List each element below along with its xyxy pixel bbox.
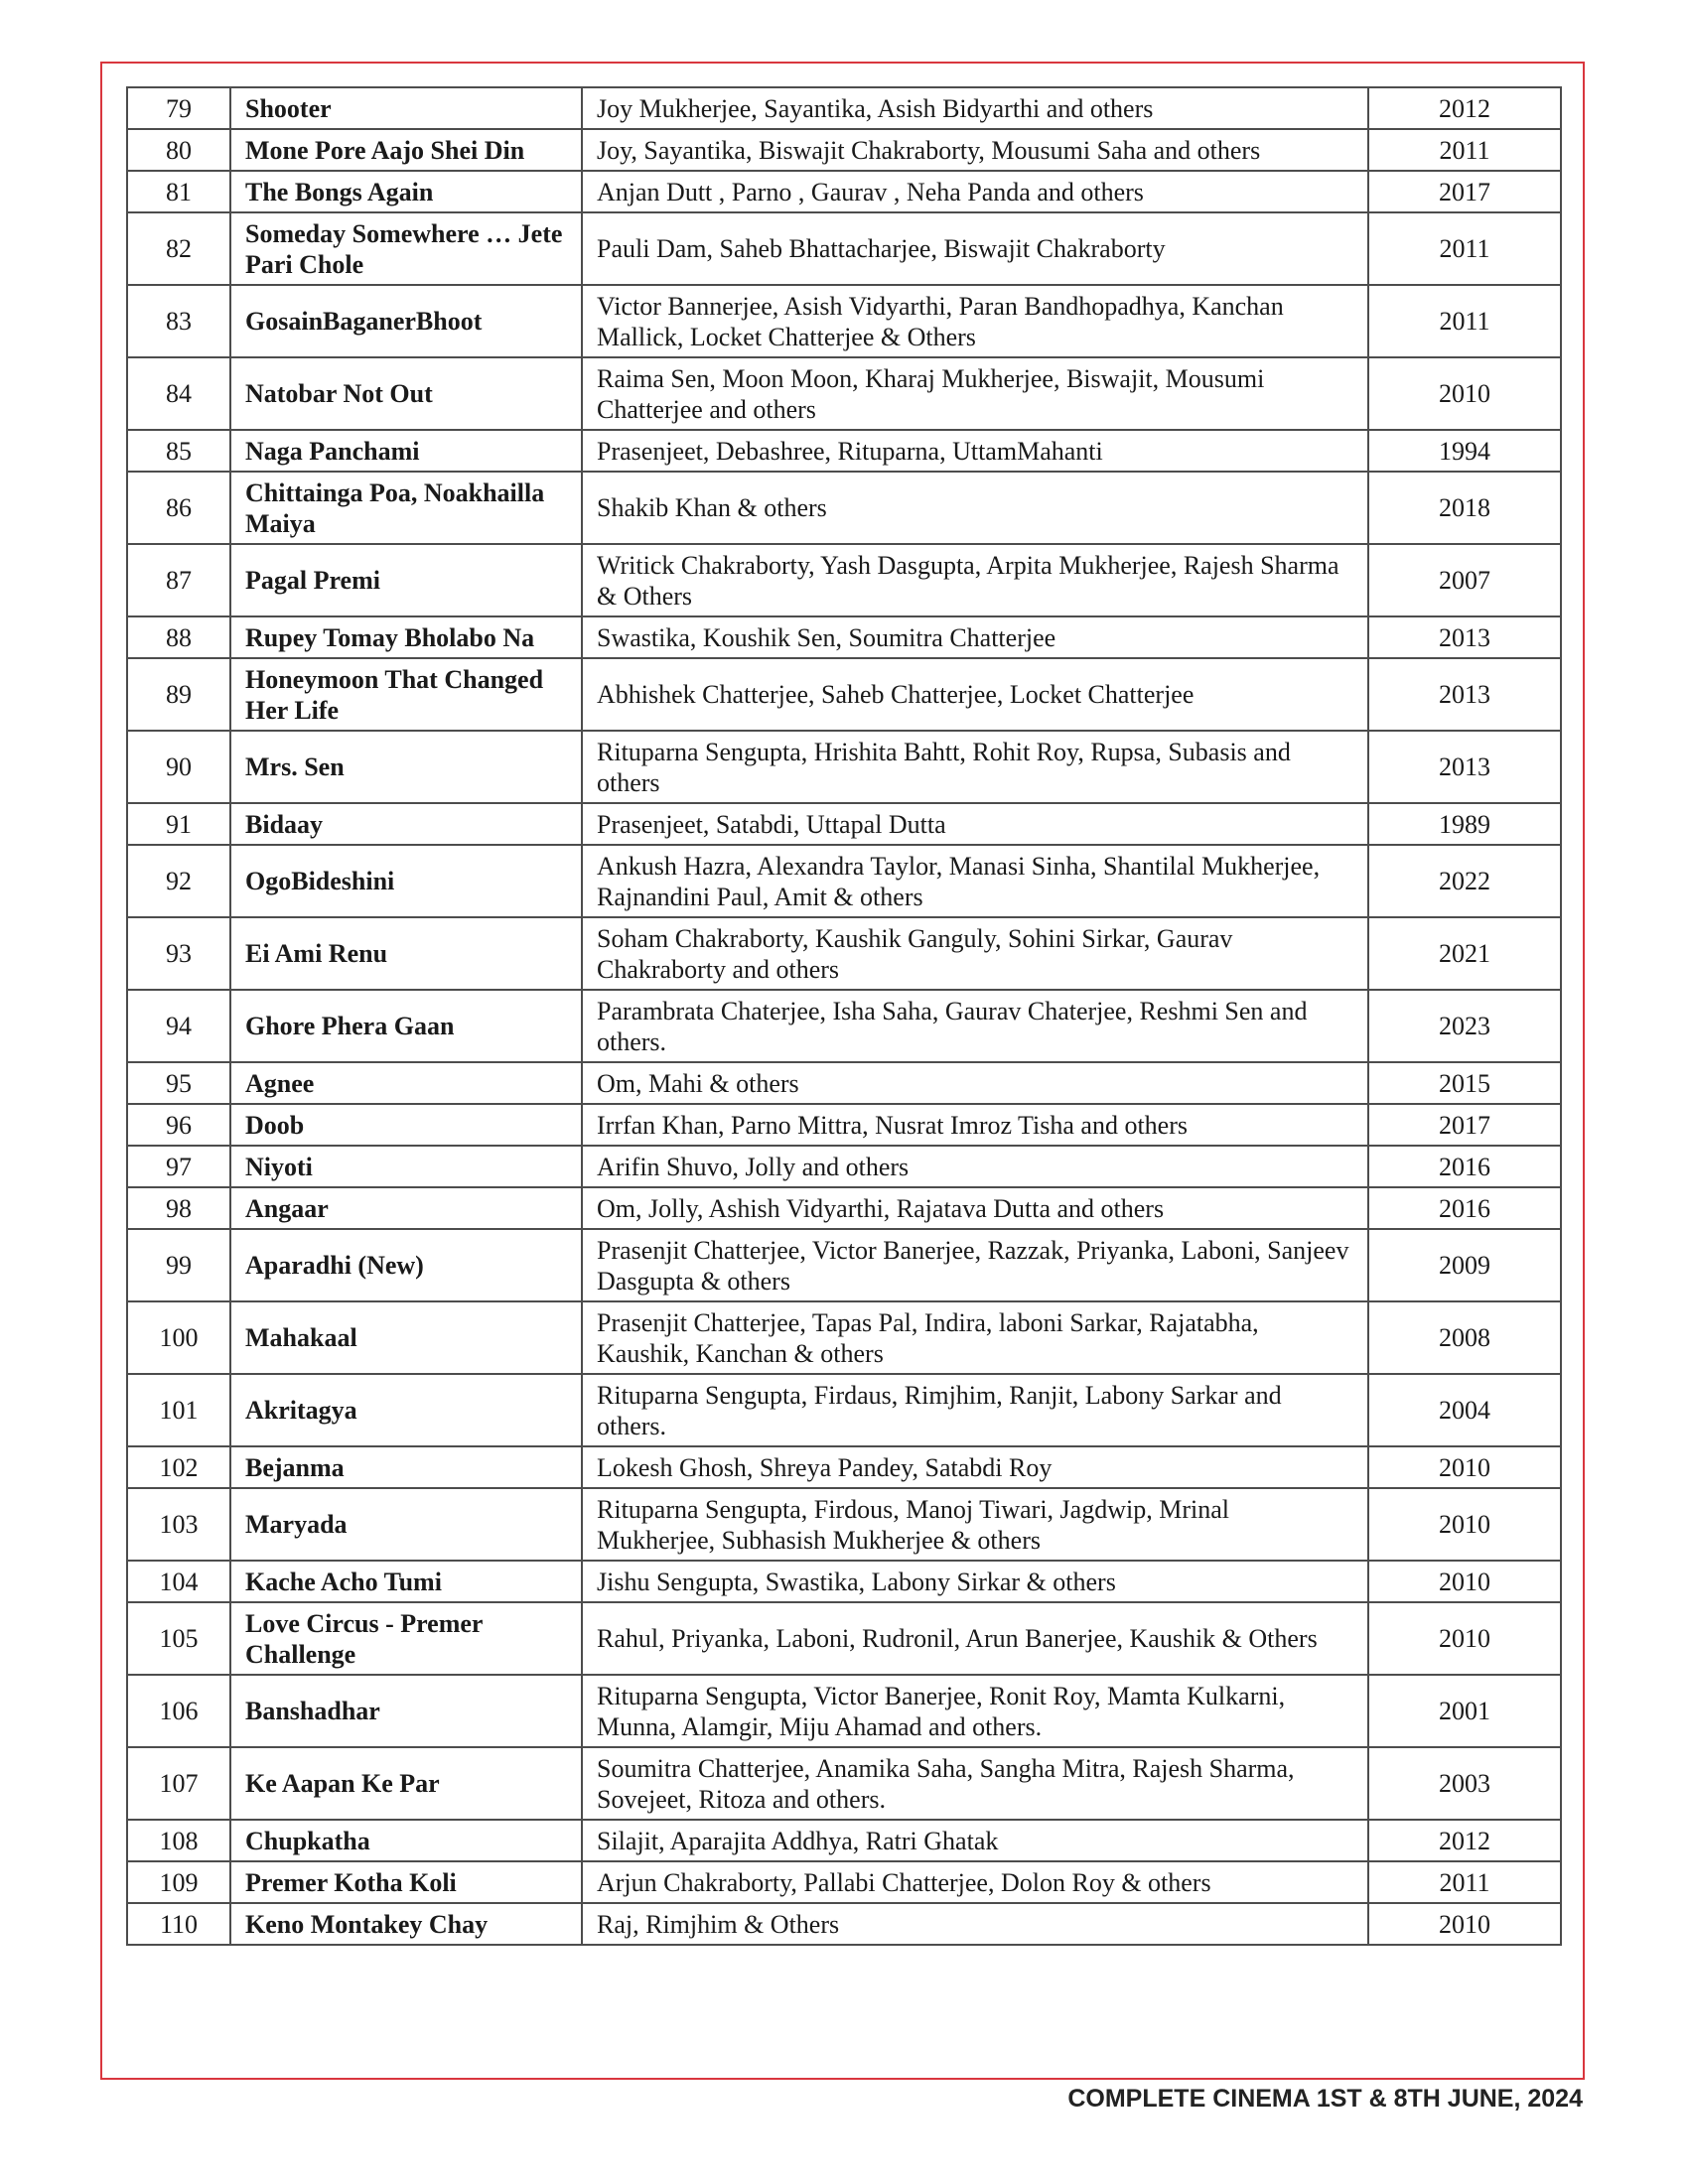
serial-number-cell: 92 — [127, 845, 230, 917]
table-row — [127, 917, 1561, 990]
film-list-table — [126, 86, 1562, 1946]
release-year-cell: 2022 — [1368, 845, 1561, 917]
cast-cell: Raima Sen, Moon Moon, Kharaj Mukherjee, Biswajit, Mousumi Chatterjee and others — [582, 357, 1368, 430]
release-year-cell: 2010 — [1368, 1602, 1561, 1675]
serial-number-cell: 82 — [127, 212, 230, 285]
release-year-cell: 2017 — [1368, 171, 1561, 212]
release-year-cell: 2001 — [1368, 1675, 1561, 1747]
film-title-cell: Naga Panchami — [230, 430, 582, 472]
table-row — [127, 1062, 1561, 1104]
release-year-cell: 2016 — [1368, 1146, 1561, 1187]
film-title-cell: Ei Ami Renu — [230, 917, 582, 990]
table-row — [127, 1374, 1561, 1446]
table-row — [127, 1446, 1561, 1488]
table-row — [127, 1301, 1561, 1374]
serial-number-cell: 107 — [127, 1747, 230, 1820]
table-row — [127, 212, 1561, 285]
serial-number-cell: 85 — [127, 430, 230, 472]
serial-number-cell: 86 — [127, 472, 230, 544]
cast-cell: Soumitra Chatterjee, Anamika Saha, Sangha Mitra, Rajesh Sharma, Sovejeet, Ritoza and others. — [582, 1747, 1368, 1820]
film-title-cell: Mahakaal — [230, 1301, 582, 1374]
table-row — [127, 845, 1561, 917]
table-row — [127, 430, 1561, 472]
release-year-cell: 2009 — [1368, 1229, 1561, 1301]
serial-number-cell: 102 — [127, 1446, 230, 1488]
release-year-cell: 2010 — [1368, 1446, 1561, 1488]
film-title-cell: Agnee — [230, 1062, 582, 1104]
cast-cell: Irrfan Khan, Parno Mittra, Nusrat Imroz Tisha and others — [582, 1104, 1368, 1146]
release-year-cell: 2013 — [1368, 731, 1561, 803]
serial-number-cell: 98 — [127, 1187, 230, 1229]
cast-cell: Prasenjit Chatterjee, Victor Banerjee, Razzak, Priyanka, Laboni, Sanjeev Dasgupta & others — [582, 1229, 1368, 1301]
serial-number-cell: 101 — [127, 1374, 230, 1446]
serial-number-cell: 100 — [127, 1301, 230, 1374]
release-year-cell: 2003 — [1368, 1747, 1561, 1820]
cast-cell: Prasenjeet, Debashree, Rituparna, UttamMahanti — [582, 430, 1368, 472]
serial-number-cell: 80 — [127, 129, 230, 171]
film-title-cell: Doob — [230, 1104, 582, 1146]
table-row — [127, 285, 1561, 357]
film-title-cell: Ke Aapan Ke Par — [230, 1747, 582, 1820]
film-title-cell: Premer Kotha Koli — [230, 1861, 582, 1903]
release-year-cell: 2012 — [1368, 1820, 1561, 1861]
serial-number-cell: 110 — [127, 1903, 230, 1945]
cast-cell: Victor Bannerjee, Asish Vidyarthi, Paran Bandhopadhya, Kanchan Mallick, Locket Chatterjee & Others — [582, 285, 1368, 357]
table-row — [127, 731, 1561, 803]
table-row — [127, 1903, 1561, 1945]
film-title-cell: Someday Somewhere … Jete Pari Chole — [230, 212, 582, 285]
film-title-cell: Niyoti — [230, 1146, 582, 1187]
cast-cell: Shakib Khan & others — [582, 472, 1368, 544]
release-year-cell: 2011 — [1368, 212, 1561, 285]
table-row — [127, 1488, 1561, 1561]
serial-number-cell: 90 — [127, 731, 230, 803]
serial-number-cell: 104 — [127, 1561, 230, 1602]
serial-number-cell: 95 — [127, 1062, 230, 1104]
release-year-cell: 2010 — [1368, 1561, 1561, 1602]
table-row — [127, 171, 1561, 212]
cast-cell: Rituparna Sengupta, Firdous, Manoj Tiwari, Jagdwip, Mrinal Mukherjee, Subhasish Mukherjee & others — [582, 1488, 1368, 1561]
film-title-cell: Mone Pore Aajo Shei Din — [230, 129, 582, 171]
serial-number-cell: 105 — [127, 1602, 230, 1675]
serial-number-cell: 109 — [127, 1861, 230, 1903]
serial-number-cell: 89 — [127, 658, 230, 731]
table-row — [127, 357, 1561, 430]
film-list-body — [127, 87, 1561, 1945]
cast-cell: Arjun Chakraborty, Pallabi Chatterjee, Dolon Roy & others — [582, 1861, 1368, 1903]
serial-number-cell: 94 — [127, 990, 230, 1062]
table-row — [127, 472, 1561, 544]
cast-cell: Rituparna Sengupta, Firdaus, Rimjhim, Ranjit, Labony Sarkar and others. — [582, 1374, 1368, 1446]
table-row — [127, 1561, 1561, 1602]
release-year-cell: 1989 — [1368, 803, 1561, 845]
film-title-cell: The Bongs Again — [230, 171, 582, 212]
cast-cell: Abhishek Chatterjee, Saheb Chatterjee, Locket Chatterjee — [582, 658, 1368, 731]
cast-cell: Prasenjit Chatterjee, Tapas Pal, Indira, laboni Sarkar, Rajatabha, Kaushik, Kanchan & others — [582, 1301, 1368, 1374]
cast-cell: Anjan Dutt , Parno , Gaurav , Neha Panda and others — [582, 171, 1368, 212]
cast-cell: Joy Mukherjee, Sayantika, Asish Bidyarthi and others — [582, 87, 1368, 129]
release-year-cell: 2016 — [1368, 1187, 1561, 1229]
release-year-cell: 2017 — [1368, 1104, 1561, 1146]
table-row — [127, 803, 1561, 845]
release-year-cell: 2021 — [1368, 917, 1561, 990]
serial-number-cell: 84 — [127, 357, 230, 430]
serial-number-cell: 103 — [127, 1488, 230, 1561]
table-row — [127, 129, 1561, 171]
release-year-cell: 2018 — [1368, 472, 1561, 544]
serial-number-cell: 87 — [127, 544, 230, 616]
cast-cell: Rituparna Sengupta, Victor Banerjee, Ronit Roy, Mamta Kulkarni, Munna, Alamgir, Miju Ahamad and others. — [582, 1675, 1368, 1747]
release-year-cell: 2011 — [1368, 285, 1561, 357]
cast-cell: Silajit, Aparajita Addhya, Ratri Ghatak — [582, 1820, 1368, 1861]
release-year-cell: 2011 — [1368, 129, 1561, 171]
film-title-cell: Angaar — [230, 1187, 582, 1229]
film-title-cell: OgoBideshini — [230, 845, 582, 917]
film-title-cell: Mrs. Sen — [230, 731, 582, 803]
cast-cell: Jishu Sengupta, Swastika, Labony Sirkar & others — [582, 1561, 1368, 1602]
release-year-cell: 2011 — [1368, 1861, 1561, 1903]
release-year-cell: 2010 — [1368, 357, 1561, 430]
film-title-cell: Banshadhar — [230, 1675, 582, 1747]
cast-cell: Raj, Rimjhim & Others — [582, 1903, 1368, 1945]
cast-cell: Swastika, Koushik Sen, Soumitra Chatterjee — [582, 616, 1368, 658]
film-title-cell: Kache Acho Tumi — [230, 1561, 582, 1602]
release-year-cell: 1994 — [1368, 430, 1561, 472]
cast-cell: Parambrata Chaterjee, Isha Saha, Gaurav Chaterjee, Reshmi Sen and others. — [582, 990, 1368, 1062]
issue-footer: COMPLETE CINEMA 1ST & 8TH JUNE, 2024 — [1067, 2085, 1583, 2113]
release-year-cell: 2013 — [1368, 616, 1561, 658]
cast-cell: Prasenjeet, Satabdi, Uttapal Dutta — [582, 803, 1368, 845]
table-row — [127, 658, 1561, 731]
serial-number-cell: 99 — [127, 1229, 230, 1301]
release-year-cell: 2010 — [1368, 1488, 1561, 1561]
table-row — [127, 1187, 1561, 1229]
cast-cell: Writick Chakraborty, Yash Dasgupta, Arpita Mukherjee, Rajesh Sharma & Others — [582, 544, 1368, 616]
table-row — [127, 87, 1561, 129]
film-title-cell: Natobar Not Out — [230, 357, 582, 430]
film-title-cell: Love Circus - Premer Challenge — [230, 1602, 582, 1675]
cast-cell: Ankush Hazra, Alexandra Taylor, Manasi Sinha, Shantilal Mukherjee, Rajnandini Paul, Amit & others — [582, 845, 1368, 917]
release-year-cell: 2008 — [1368, 1301, 1561, 1374]
film-title-cell: Shooter — [230, 87, 582, 129]
cast-cell: Rituparna Sengupta, Hrishita Bahtt, Rohit Roy, Rupsa, Subasis and others — [582, 731, 1368, 803]
release-year-cell: 2023 — [1368, 990, 1561, 1062]
serial-number-cell: 106 — [127, 1675, 230, 1747]
film-title-cell: Ghore Phera Gaan — [230, 990, 582, 1062]
serial-number-cell: 79 — [127, 87, 230, 129]
film-title-cell: GosainBaganerBhoot — [230, 285, 582, 357]
release-year-cell: 2010 — [1368, 1903, 1561, 1945]
table-row — [127, 1146, 1561, 1187]
cast-cell: Rahul, Priyanka, Laboni, Rudronil, Arun Banerjee, Kaushik & Others — [582, 1602, 1368, 1675]
film-title-cell: Aparadhi (New) — [230, 1229, 582, 1301]
film-title-cell: Chupkatha — [230, 1820, 582, 1861]
film-title-cell: Keno Montakey Chay — [230, 1903, 582, 1945]
release-year-cell: 2013 — [1368, 658, 1561, 731]
film-title-cell: Bejanma — [230, 1446, 582, 1488]
serial-number-cell: 93 — [127, 917, 230, 990]
serial-number-cell: 91 — [127, 803, 230, 845]
table-row — [127, 544, 1561, 616]
release-year-cell: 2015 — [1368, 1062, 1561, 1104]
serial-number-cell: 97 — [127, 1146, 230, 1187]
cast-cell: Pauli Dam, Saheb Bhattacharjee, Biswajit Chakraborty — [582, 212, 1368, 285]
serial-number-cell: 81 — [127, 171, 230, 212]
cast-cell: Soham Chakraborty, Kaushik Ganguly, Sohini Sirkar, Gaurav Chakraborty and others — [582, 917, 1368, 990]
film-title-cell: Akritagya — [230, 1374, 582, 1446]
release-year-cell: 2012 — [1368, 87, 1561, 129]
cast-cell: Om, Jolly, Ashish Vidyarthi, Rajatava Dutta and others — [582, 1187, 1368, 1229]
table-row — [127, 1229, 1561, 1301]
film-title-cell: Chittainga Poa, Noakhailla Maiya — [230, 472, 582, 544]
film-title-cell: Pagal Premi — [230, 544, 582, 616]
film-title-cell: Rupey Tomay Bholabo Na — [230, 616, 582, 658]
release-year-cell: 2004 — [1368, 1374, 1561, 1446]
serial-number-cell: 96 — [127, 1104, 230, 1146]
cast-cell: Joy, Sayantika, Biswajit Chakraborty, Mousumi Saha and others — [582, 129, 1368, 171]
film-title-cell: Bidaay — [230, 803, 582, 845]
table-row — [127, 616, 1561, 658]
table-row — [127, 1861, 1561, 1903]
table-row — [127, 1602, 1561, 1675]
table-row — [127, 1747, 1561, 1820]
release-year-cell: 2007 — [1368, 544, 1561, 616]
cast-cell: Om, Mahi & others — [582, 1062, 1368, 1104]
serial-number-cell: 108 — [127, 1820, 230, 1861]
film-title-cell: Honeymoon That Changed Her Life — [230, 658, 582, 731]
serial-number-cell: 83 — [127, 285, 230, 357]
serial-number-cell: 88 — [127, 616, 230, 658]
table-row — [127, 1104, 1561, 1146]
film-title-cell: Maryada — [230, 1488, 582, 1561]
cast-cell: Lokesh Ghosh, Shreya Pandey, Satabdi Roy — [582, 1446, 1368, 1488]
table-row — [127, 1820, 1561, 1861]
table-row — [127, 990, 1561, 1062]
cast-cell: Arifin Shuvo, Jolly and others — [582, 1146, 1368, 1187]
table-row — [127, 1675, 1561, 1747]
